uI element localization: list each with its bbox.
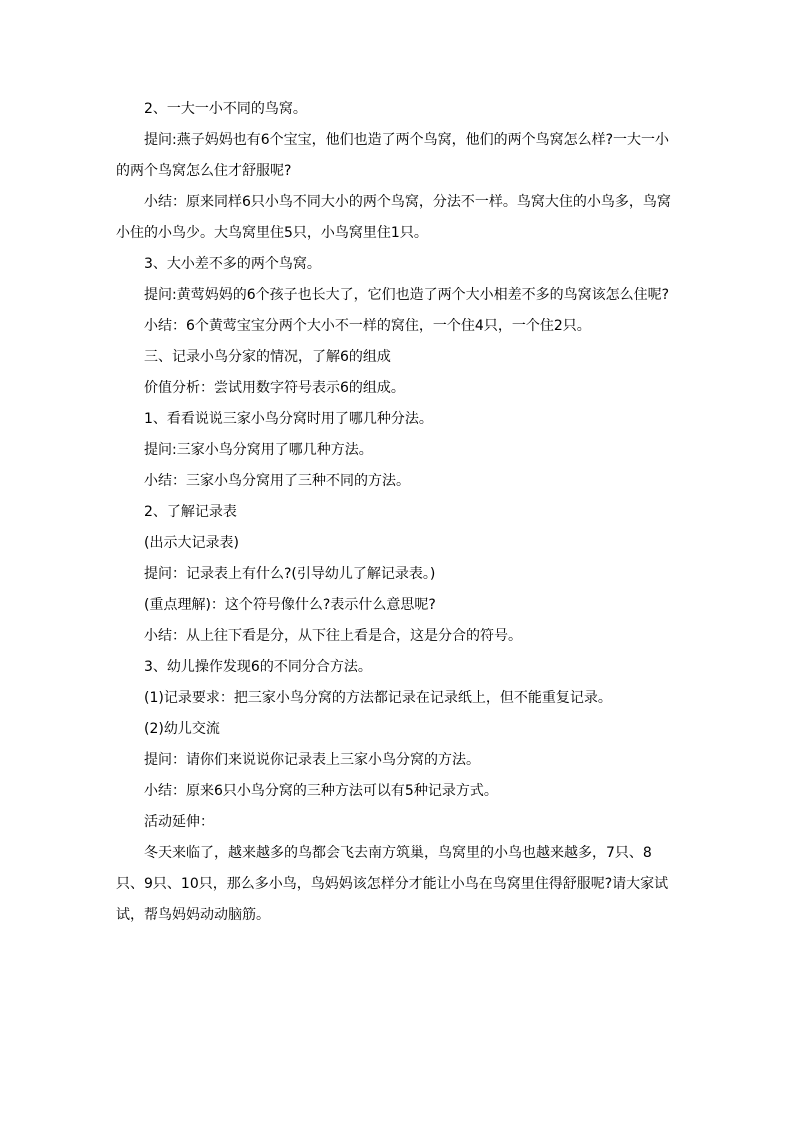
paragraph: 小结：原来同样6只小鸟不同大小的两个鸟窝，分法不一样。鸟窝大住的小鸟多，鸟窝小住的小鸟少。大鸟窝里住5只，小鸟窝里住1只。 bbox=[116, 194, 671, 241]
paragraph: 提问：记录表上有什么?(引导幼儿了解记录表。) bbox=[144, 566, 436, 582]
paragraph: 价值分析：尝试用数字符号表示6的组成。 bbox=[144, 380, 405, 396]
section-heading: 三、记录小鸟分家的情况，了解6的组成 bbox=[144, 349, 391, 365]
paragraph: 2、一大一小不同的鸟窝。 bbox=[144, 101, 307, 117]
paragraph: 小结：从上往下看是分，从下往上看是合，这是分合的符号。 bbox=[144, 628, 522, 644]
document-body bbox=[116, 94, 678, 931]
paragraph: 提问:黄莺妈妈的6个孩子也长大了，它们也造了两个大小相差不多的鸟窝该怎么住呢? bbox=[144, 287, 670, 303]
paragraph: 小结：原来6只小鸟分窝的三种方法可以有5种记录方式。 bbox=[144, 783, 498, 799]
paragraph: 提问:燕子妈妈也有6个宝宝，他们也造了两个鸟窝，他们的两个鸟窝怎么样?一大一小的两个鸟窝怎么住才舒服呢? bbox=[116, 132, 670, 179]
paragraph: 提问：请你们来说说你记录表上三家小鸟分窝的方法。 bbox=[144, 752, 480, 768]
paragraph: (1)记录要求：把三家小鸟分窝的方法都记录在记录纸上，但不能重复记录。 bbox=[144, 690, 612, 706]
paragraph: (2)幼儿交流 bbox=[144, 721, 220, 737]
paragraph: 3、幼儿操作发现6的不同分合方法。 bbox=[144, 659, 372, 675]
paragraph: 小结：三家小鸟分窝用了三种不同的方法。 bbox=[144, 473, 410, 489]
paragraph: 小结：6个黄莺宝宝分两个大小不一样的窝住，一个住4只，一个住2只。 bbox=[144, 318, 591, 334]
paragraph: 2、了解记录表 bbox=[144, 504, 237, 520]
paragraph: 活动延伸： bbox=[144, 814, 214, 830]
paragraph: 提问:三家小鸟分窝用了哪几种方法。 bbox=[144, 442, 373, 458]
paragraph: 3、大小差不多的两个鸟窝。 bbox=[144, 256, 321, 272]
paragraph: 冬天来临了，越来越多的鸟都会飞去南方筑巢，鸟窝里的小鸟也越来越多，7只、8只、9只、10只，那么多小鸟，鸟妈妈该怎样分才能让小鸟在鸟窝里住得舒服呢?请大家试试，帮鸟妈妈动动脑筋。 bbox=[116, 845, 669, 923]
paragraph: 1、看看说说三家小鸟分窝时用了哪几种分法。 bbox=[144, 411, 433, 427]
paragraph: (重点理解)：这个符号像什么?表示什么意思呢? bbox=[144, 597, 436, 613]
paragraph: (出示大记录表) bbox=[144, 535, 239, 551]
